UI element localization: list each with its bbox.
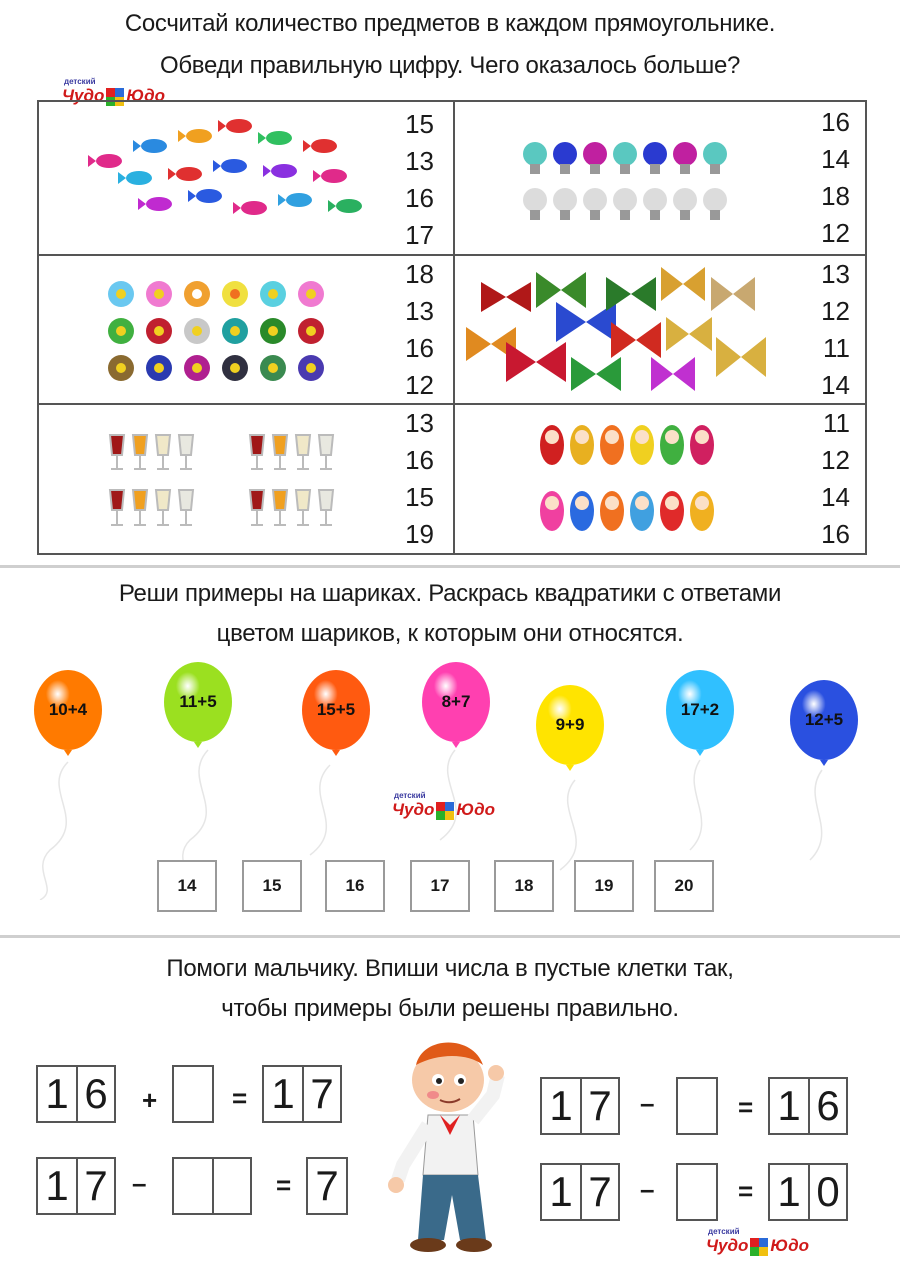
balloon-expression: 9+9 (555, 715, 585, 734)
logo-cross-icon (436, 802, 454, 820)
operator-sign: – (640, 1088, 655, 1118)
digit-cell: 1 (777, 1168, 801, 1215)
bows-illustration (461, 262, 781, 397)
cell-flowers (39, 256, 453, 403)
count-option[interactable]: 17 (405, 220, 434, 250)
digit-cell: 1 (549, 1082, 573, 1129)
section3-instruction-line1: Помоги мальчику. Впиши числа в пустые клетки так, (166, 955, 734, 982)
operator-sign: – (640, 1174, 655, 1204)
digit-box (36, 1065, 116, 1123)
count-option[interactable]: 19 (405, 519, 434, 549)
digit-cell: 1 (45, 1162, 69, 1209)
cell-bulbs (455, 102, 867, 254)
count-option[interactable]: 11 (823, 333, 850, 363)
balloon-expression: 17+2 (680, 700, 720, 719)
digit-cell: 1 (777, 1082, 801, 1129)
digit-box (768, 1077, 848, 1135)
digit-cell: 0 (808, 1165, 846, 1219)
answer-box[interactable]: 18 (494, 860, 554, 912)
section-divider (0, 935, 900, 938)
section2-instruction-line1: Реши примеры на шариках. Раскрась квадратики с ответами (118, 580, 782, 607)
cell-fish (39, 102, 453, 254)
digit-box (540, 1077, 620, 1135)
count-option[interactable]: 13 (405, 146, 434, 176)
equals-sign: = (232, 1083, 248, 1113)
logo-word1: Чудо (706, 1236, 749, 1255)
section2-instruction-line2: цветом шариков, к которым они относятся. (216, 620, 684, 647)
logo-small-text: детский (394, 791, 426, 800)
answer-box[interactable]: 16 (325, 860, 385, 912)
digit-box (172, 1157, 252, 1215)
empty-digit-cell[interactable] (212, 1159, 250, 1213)
count-option[interactable]: 15 (405, 482, 434, 512)
count-option[interactable]: 16 (405, 333, 434, 363)
logo-small-text: детский (64, 77, 96, 86)
equals-sign: = (738, 1176, 754, 1206)
logo-small-text: детский (708, 1227, 740, 1236)
digit-box (172, 1065, 214, 1123)
digit-box (540, 1163, 620, 1221)
count-option[interactable]: 16 (821, 519, 850, 549)
count-option[interactable]: 12 (821, 445, 850, 475)
balloon-expression: 12+5 (804, 710, 844, 729)
count-option[interactable]: 15 (405, 109, 434, 139)
digit-cell: 1 (271, 1070, 295, 1117)
empty-digit-cell[interactable] (678, 1165, 716, 1219)
matryoshka-illustration (537, 419, 737, 539)
cell-bows (455, 256, 867, 403)
answer-box[interactable]: 15 (242, 860, 302, 912)
digit-cell: 7 (315, 1162, 339, 1209)
digit-box (306, 1157, 348, 1215)
digit-cell: 1 (549, 1168, 573, 1215)
digit-box (676, 1077, 718, 1135)
count-option[interactable]: 13 (821, 259, 850, 289)
count-option[interactable]: 14 (821, 370, 850, 400)
digit-cell: 1 (45, 1070, 69, 1117)
logo-word2: Юдо (456, 800, 495, 819)
count-option[interactable]: 13 (405, 408, 434, 438)
digit-cell: 7 (580, 1079, 618, 1133)
digit-cell: 7 (76, 1159, 114, 1213)
cell-glasses (39, 405, 453, 553)
digit-box (676, 1163, 718, 1221)
answer-box[interactable]: 14 (157, 860, 217, 912)
cell-dolls (455, 405, 867, 553)
empty-digit-cell[interactable] (174, 1067, 212, 1121)
digit-box (262, 1065, 342, 1123)
count-option[interactable]: 12 (821, 218, 850, 248)
digit-cell: 6 (808, 1079, 846, 1133)
flowers-options (394, 256, 434, 404)
section3-instruction-line2: чтобы примеры были решены правильно. (221, 995, 679, 1022)
count-option[interactable]: 16 (405, 445, 434, 475)
digit-box (768, 1163, 848, 1221)
section-divider (0, 565, 900, 568)
count-option[interactable]: 12 (821, 296, 850, 326)
bulbs-options (810, 104, 850, 252)
boy-illustration (368, 1035, 518, 1255)
operator-sign: + (142, 1085, 158, 1115)
logo-cross-icon (750, 1238, 768, 1256)
digit-cell: 6 (76, 1067, 114, 1121)
balloon-expression: 8+7 (441, 692, 471, 711)
count-option[interactable]: 16 (821, 107, 850, 137)
answer-box[interactable]: 17 (410, 860, 470, 912)
count-option[interactable]: 11 (823, 408, 850, 438)
count-option[interactable]: 14 (821, 144, 850, 174)
flowers-illustration (103, 276, 343, 386)
wine-glasses-illustration (105, 425, 365, 545)
logo-word2: Юдо (126, 86, 165, 105)
digit-cell: 7 (302, 1067, 340, 1121)
balloon-expression: 15+5 (316, 700, 356, 719)
count-option[interactable]: 18 (821, 181, 850, 211)
section1-instruction-line2: Обведи правильную цифру. Чего оказалось больше? (159, 52, 741, 79)
balloon-expression: 11+5 (179, 692, 217, 711)
count-option[interactable]: 18 (405, 259, 434, 289)
answer-box[interactable]: 19 (574, 860, 634, 912)
lightbulbs-illustration (521, 132, 741, 242)
answer-box[interactable]: 20 (654, 860, 714, 912)
digit-box (36, 1157, 116, 1215)
empty-digit-cell[interactable] (174, 1159, 212, 1213)
equals-sign: = (276, 1170, 292, 1200)
section1-instruction-line1: Сосчитай количество предметов в каждом прямоугольнике. (124, 10, 776, 37)
glasses-options (394, 405, 434, 553)
logo-bottom (706, 1227, 809, 1256)
bows-options (810, 256, 850, 404)
operator-sign: – (132, 1168, 147, 1198)
count-option[interactable]: 13 (405, 296, 434, 326)
count-option[interactable]: 16 (405, 183, 434, 213)
counting-grid (37, 100, 867, 555)
count-option[interactable]: 14 (821, 482, 850, 512)
logo-word1: Чудо (62, 86, 105, 105)
logo-middle (392, 791, 495, 820)
count-option[interactable]: 12 (405, 370, 434, 400)
logo-word1: Чудо (392, 800, 435, 819)
digit-cell: 7 (580, 1165, 618, 1219)
dolls-options (810, 405, 850, 553)
fish-illustration (79, 116, 379, 246)
equals-sign: = (738, 1092, 754, 1122)
balloon-expression: 10+4 (48, 700, 88, 719)
logo-word2: Юдо (770, 1236, 809, 1255)
fish-options (394, 106, 434, 254)
empty-digit-cell[interactable] (678, 1079, 716, 1133)
